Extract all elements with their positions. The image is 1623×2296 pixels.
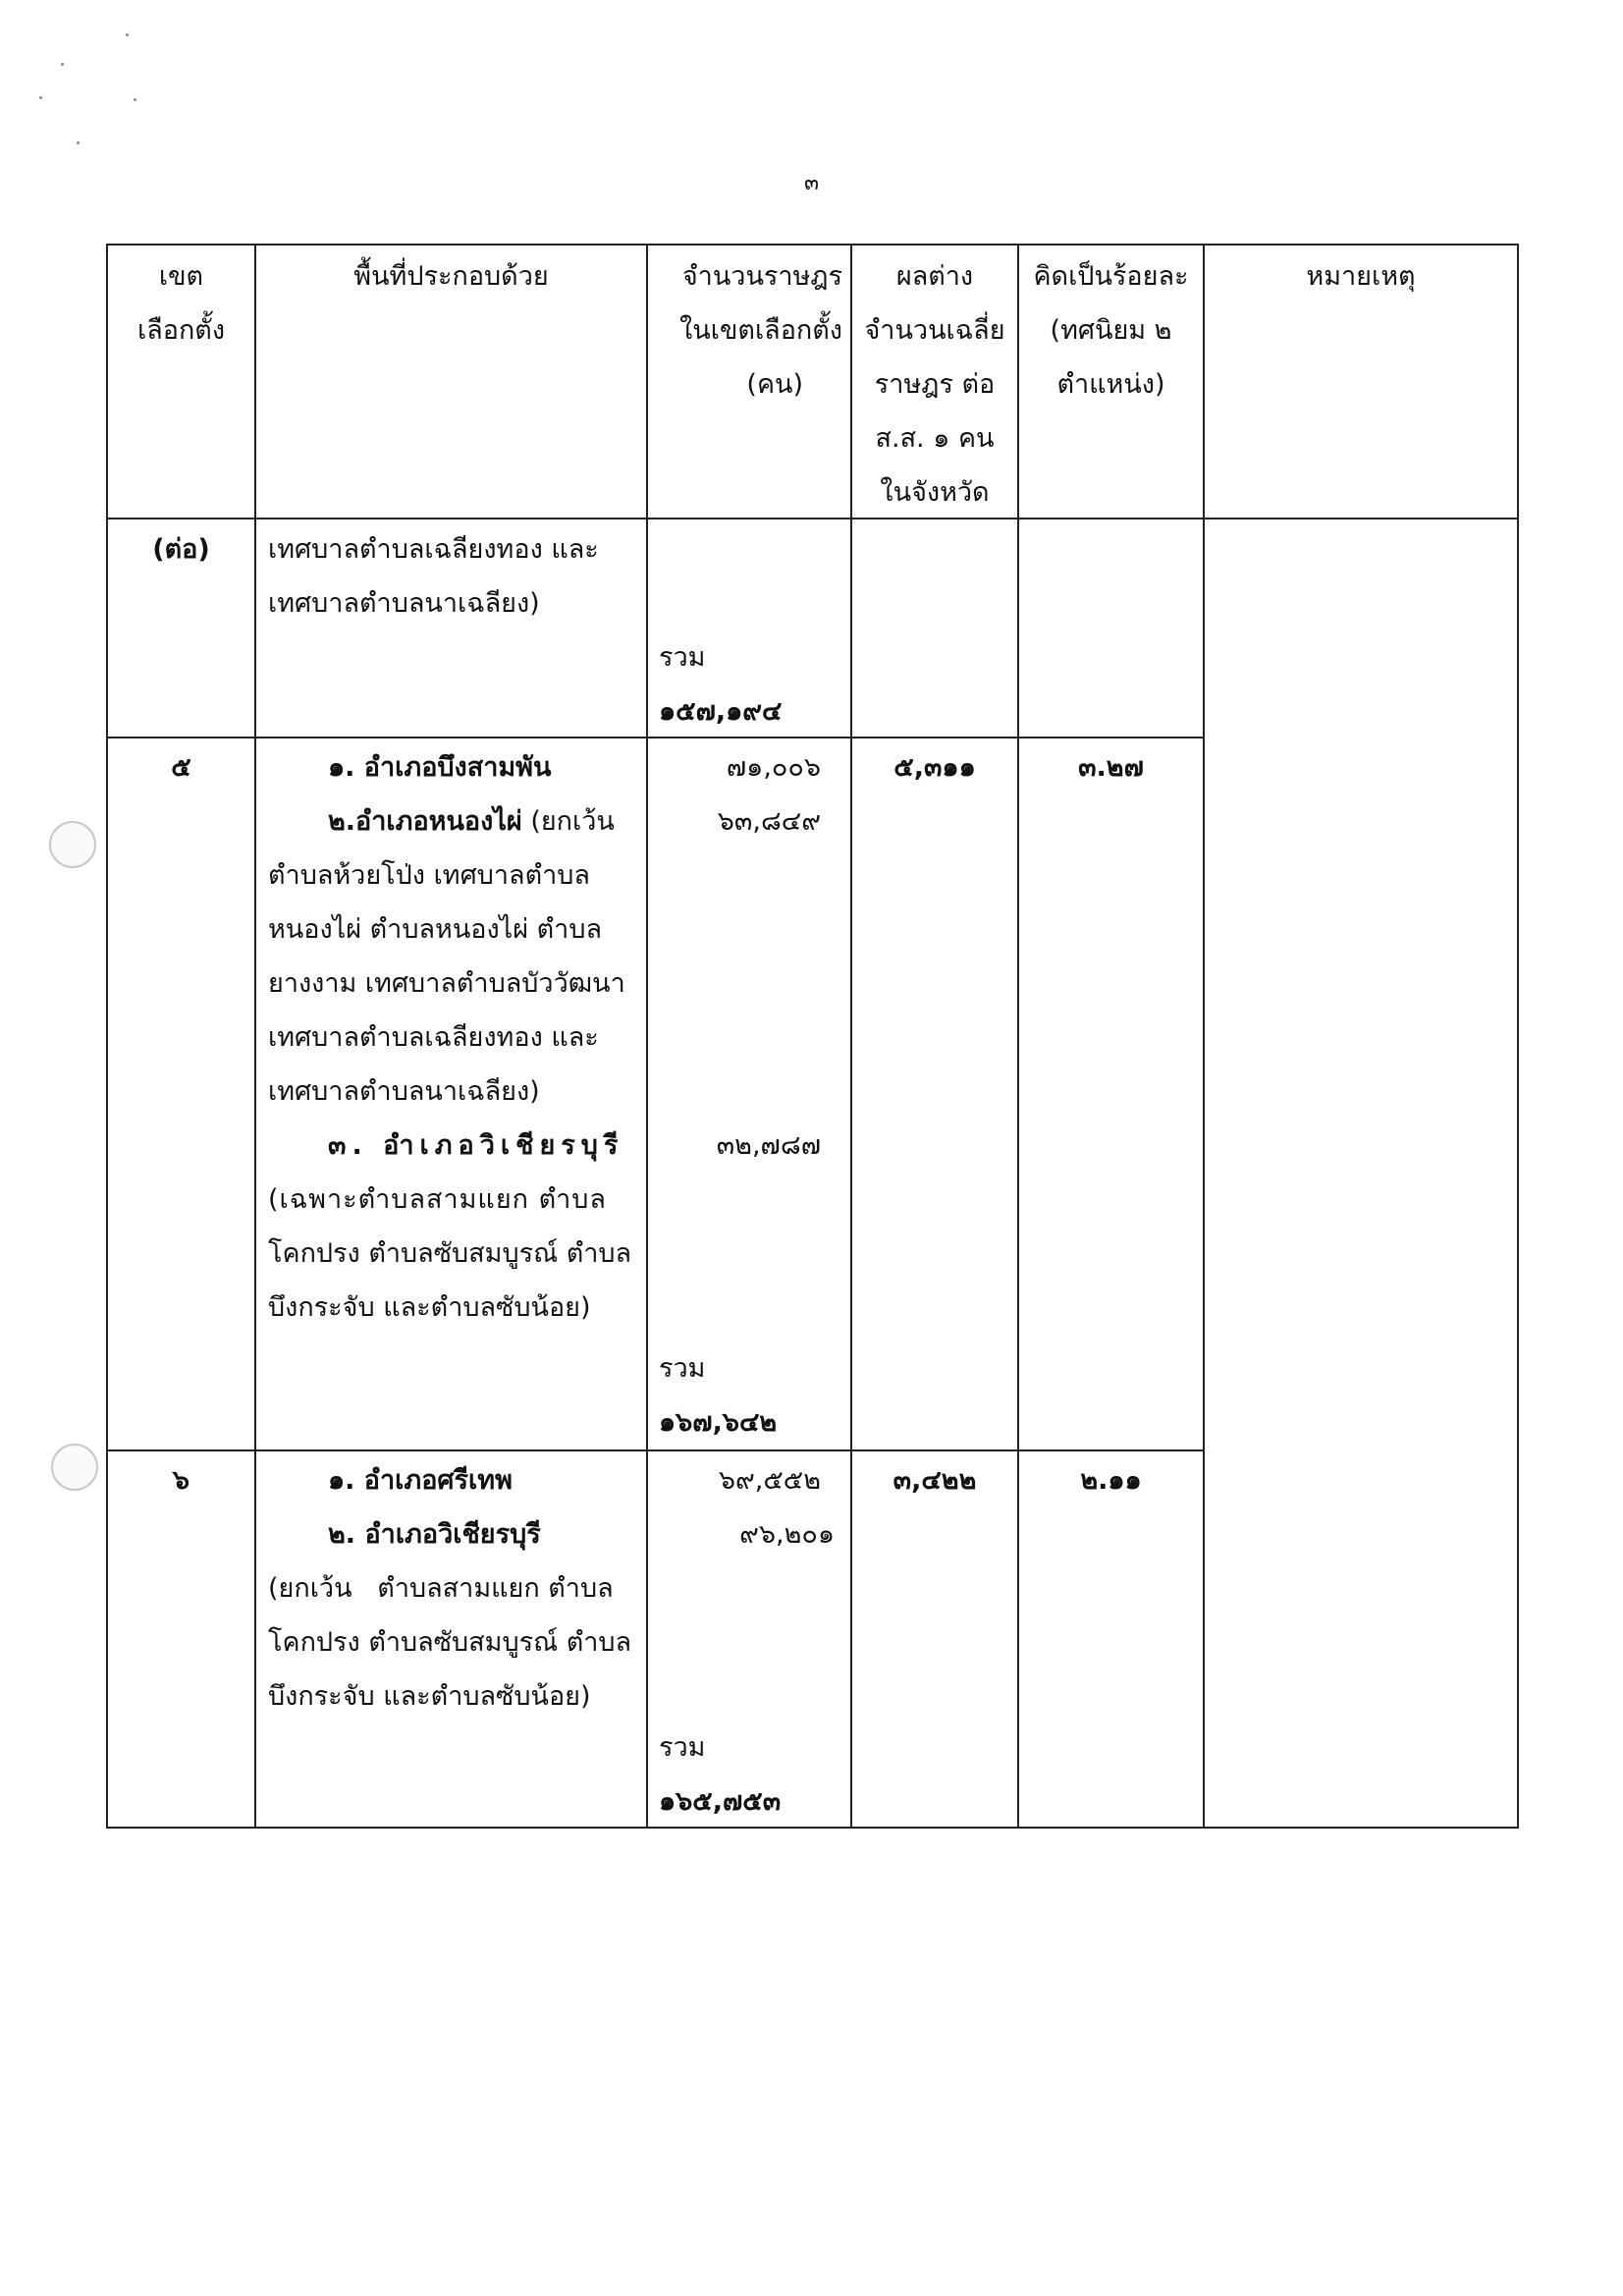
column-divider <box>1203 244 1205 1829</box>
total-value: ๑๖๕,๗๕๓ <box>659 1786 782 1817</box>
population-value: ๖๓,๘๔๙ <box>717 806 821 837</box>
column-divider <box>1017 244 1019 1829</box>
population-value: ๙๖,๒๐๑ <box>739 1519 835 1550</box>
table-border-top <box>106 244 1519 246</box>
area-line: หนองไผ่ ตำบลหนองไผ่ ตำบล <box>268 914 603 945</box>
total-label: รวม <box>659 642 706 673</box>
header-population: จำนวนราษฎร ในเขตเลือกตั้ง (คน) <box>679 261 842 400</box>
row-district: (ต่อ) <box>152 534 210 565</box>
population-value: ๓๒,๗๘๗ <box>716 1130 821 1161</box>
area-line: โคกปรง ตำบลซับสมบูรณ์ ตำบล <box>268 1627 632 1658</box>
area-line: ยางงาม เทศบาลตำบลบัววัฒนา <box>268 968 625 999</box>
total-label: รวม <box>659 1732 706 1763</box>
total-value: ๑๖๗,๖๔๒ <box>659 1407 778 1438</box>
area-line: ๓. อำเภอวิเชียรบุรี <box>328 1130 624 1161</box>
row-divider <box>106 737 1205 738</box>
area-line: (เฉพาะตำบลสามแยก ตำบล <box>268 1184 607 1215</box>
difference-value: ๕,๓๑๑ <box>893 752 976 783</box>
percent-value: ๓.๒๗ <box>1078 752 1144 783</box>
scan-speck <box>77 141 80 144</box>
header-area: พื้นที่ประกอบด้วย <box>353 261 549 292</box>
header-divider <box>106 518 1519 519</box>
area-line: เทศบาลตำบลเฉลียงทอง และ <box>268 534 599 565</box>
population-value: ๗๑,๐๐๖ <box>726 752 821 783</box>
area-line: ๒. อำเภอวิเชียรบุรี <box>328 1519 541 1550</box>
header-difference: ผลต่าง จำนวนเฉลี่ย ราษฎร ต่อ ส.ส. ๑ คน ในจังหวัด <box>864 261 1005 508</box>
header-percent: คิดเป็นร้อยละ (ทศนิยม ๒ ตำแหน่ง) <box>1033 261 1189 400</box>
percent-value: ๒.๑๑ <box>1080 1465 1142 1496</box>
row-district: ๖ <box>172 1465 190 1496</box>
header-district: เขต เลือกตั้ง <box>136 261 226 346</box>
area-line: ๑. อำเภอบึงสามพัน <box>328 752 552 783</box>
column-divider <box>254 244 256 1829</box>
header-remark: หมายเหตุ <box>1306 261 1416 292</box>
scan-speck <box>61 63 64 66</box>
district-table <box>106 244 1519 1829</box>
page-number: ๓ <box>803 171 820 195</box>
population-value: ๖๙,๕๕๒ <box>718 1465 821 1496</box>
area-line: บึงกระจับ และตำบลซับน้อย) <box>268 1681 591 1712</box>
table-border-left <box>106 244 108 1829</box>
punch-hole <box>49 821 96 868</box>
scan-speck <box>39 96 42 99</box>
area-line: เทศบาลตำบลเฉลียงทอง และ <box>268 1022 599 1053</box>
table-border-right <box>1517 244 1519 1829</box>
difference-value: ๓,๔๒๒ <box>893 1465 977 1496</box>
area-line: โคกปรง ตำบลซับสมบูรณ์ ตำบล <box>268 1238 632 1269</box>
area-line: เทศบาลตำบลนาเฉลียง) <box>268 588 540 619</box>
total-value: ๑๕๗,๑๙๔ <box>659 696 783 727</box>
total-label: รวม <box>659 1353 706 1384</box>
area-line: บึงกระจับ และตำบลซับน้อย) <box>268 1292 591 1323</box>
area-line: ๑. อำเภอศรีเทพ <box>328 1465 513 1496</box>
row-divider <box>106 1449 1205 1451</box>
scan-speck <box>126 33 129 36</box>
table-border-bottom <box>106 1827 1519 1829</box>
area-line: ๒.อำเภอหนองไผ่ (ยกเว้น <box>328 806 615 837</box>
area-line: ตำบลห้วยโป่ง เทศบาลตำบล <box>268 860 590 891</box>
area-line: เทศบาลตำบลนาเฉลียง) <box>268 1076 540 1107</box>
scan-speck <box>134 98 136 101</box>
row-district: ๕ <box>171 752 191 783</box>
column-divider <box>646 244 648 1829</box>
punch-hole <box>51 1444 98 1491</box>
area-line: (ยกเว้น ตำบลสามแยก ตำบล <box>268 1573 614 1604</box>
